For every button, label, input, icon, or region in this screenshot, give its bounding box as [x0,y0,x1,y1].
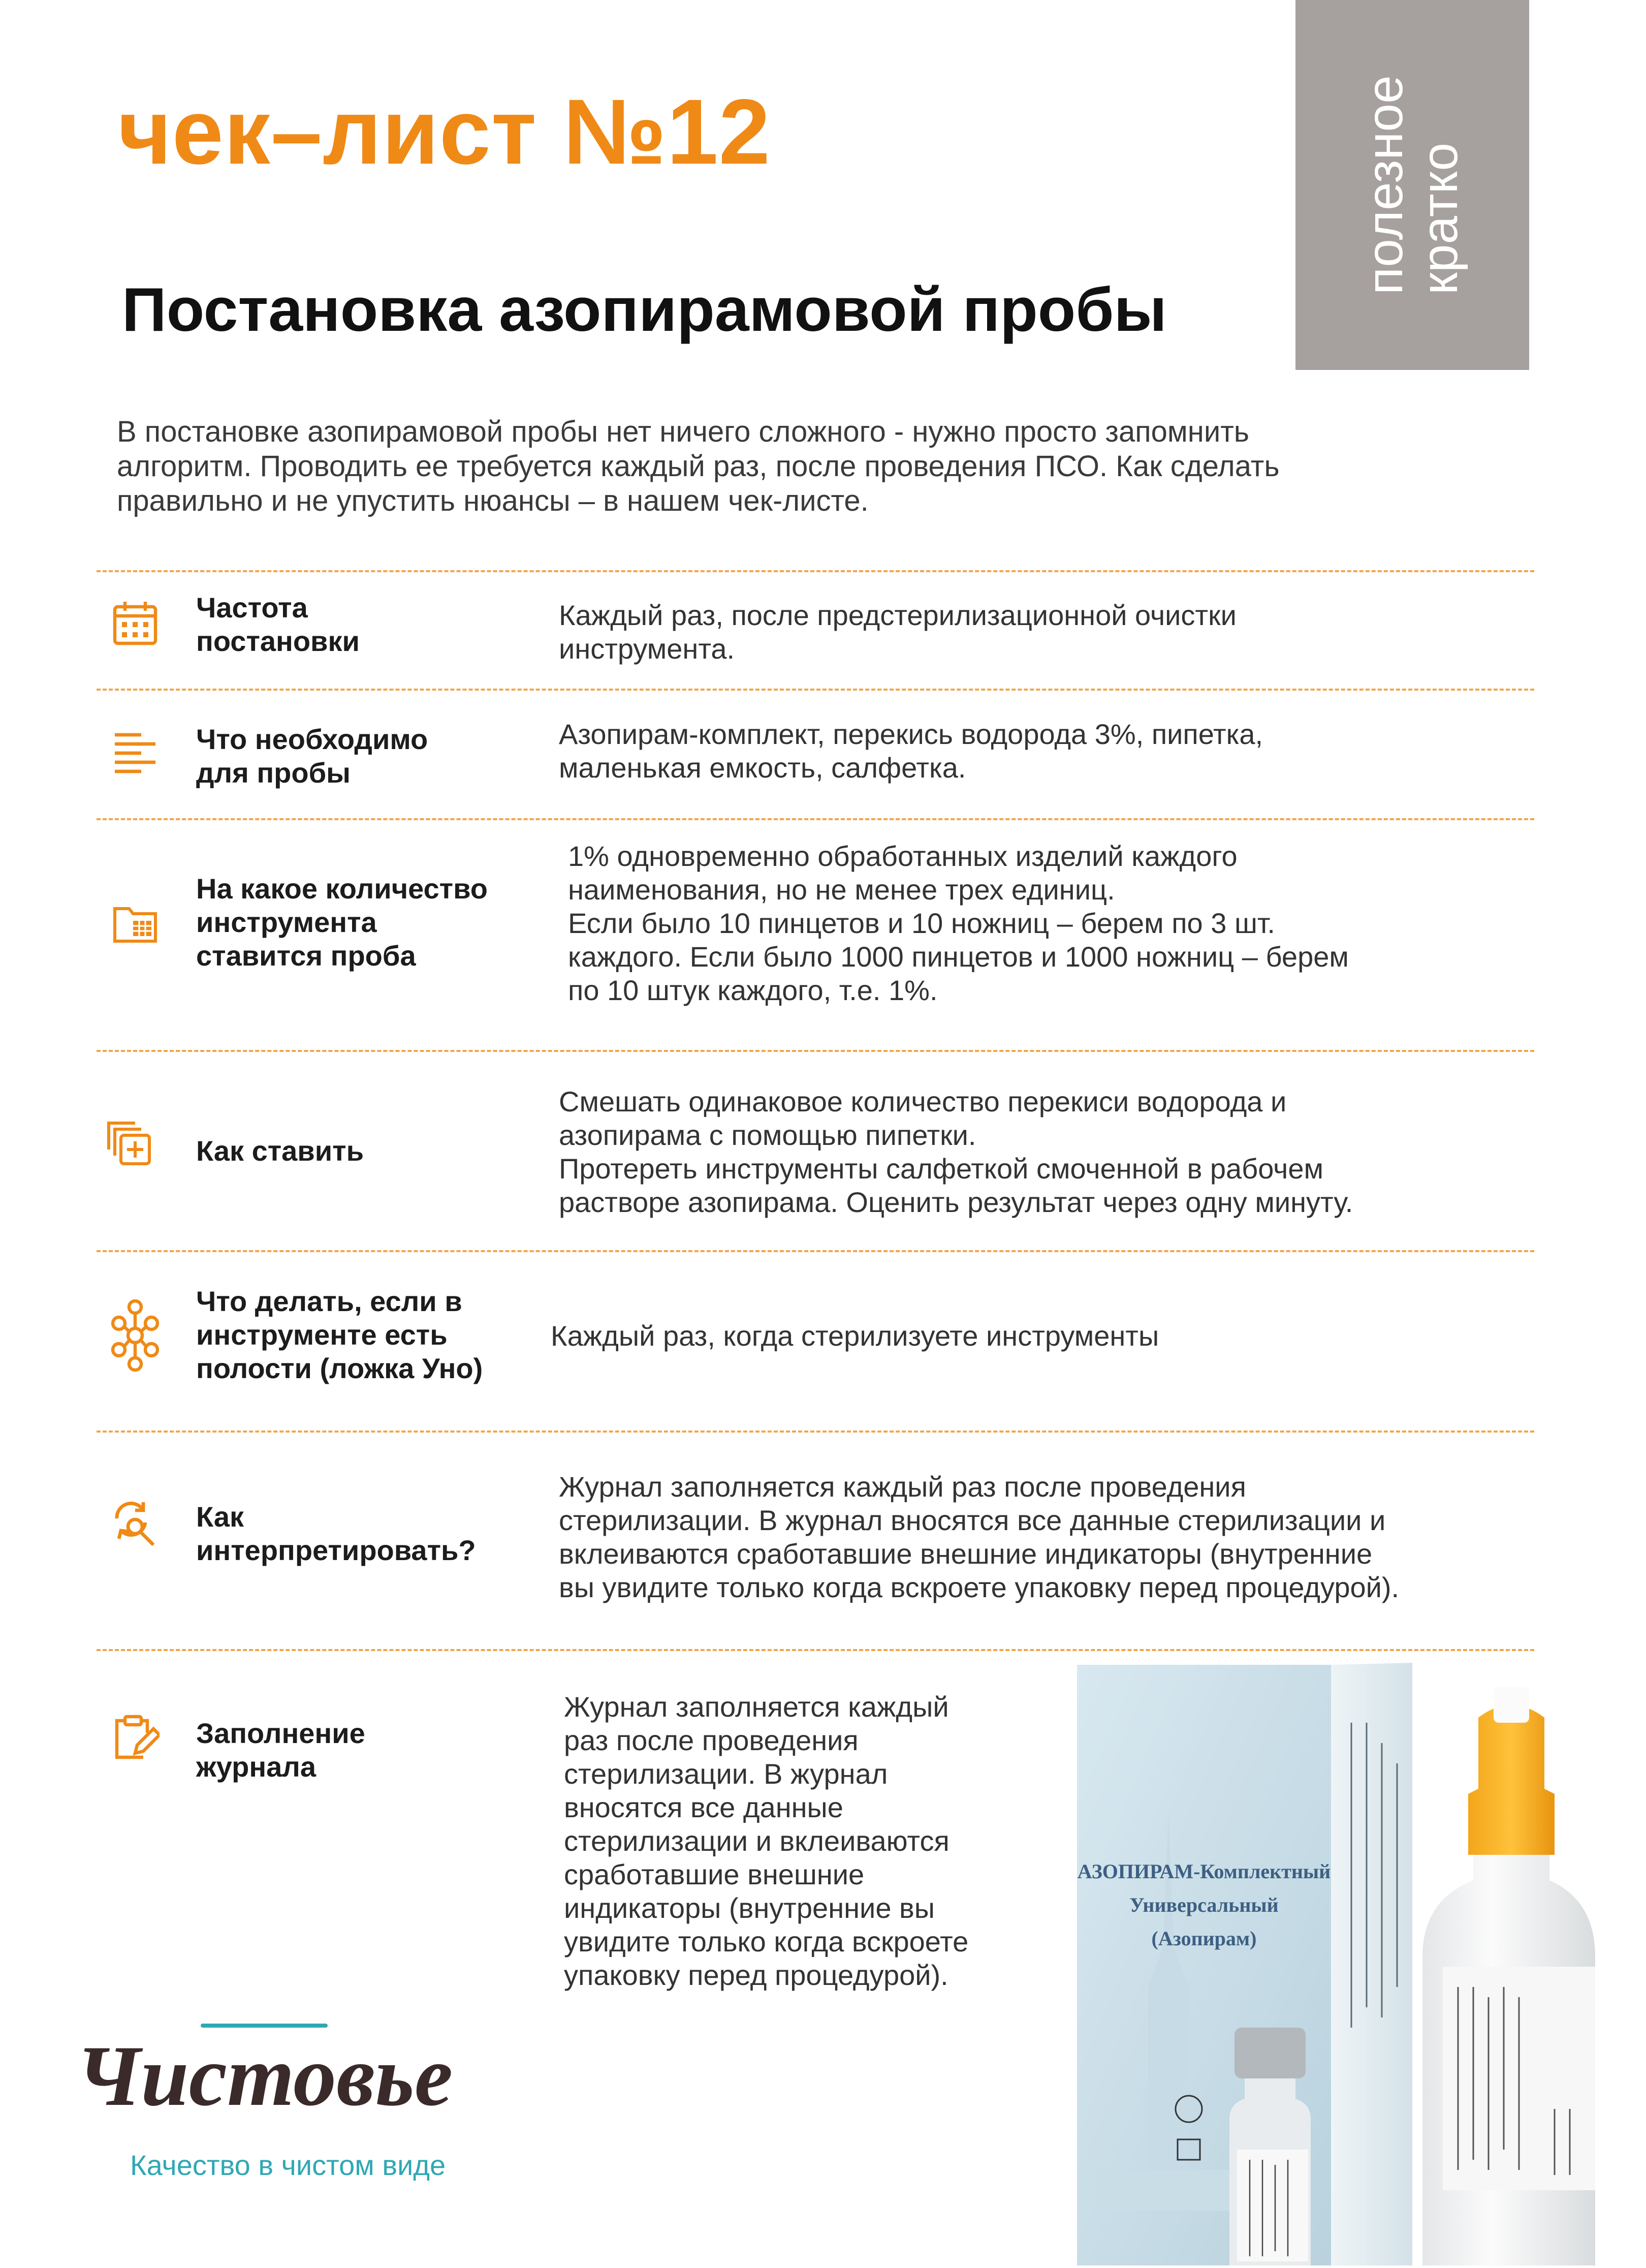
row-value-how-to: Смешать одинаковое количество перекиси водорода и азопирама с помощью пипетки. Протереть инструменты салфеткой смоченной в рабочем растворе азопирама. Оценить результат через одну минуту. [559,1085,1353,1218]
intro-line: В постановке азопирамовой пробы нет ничего сложного - нужно просто запомнить [117,415,1250,448]
clipboard-edit-icon [111,1713,160,1761]
row-value-quantity: 1% одновременно обработанных изделий каждого наименования, но не менее трех единиц. Если было 10 пинцетов и 10 ножниц – берем по 3 шт. каждого. Если было 1000 пинцетов и 1000 ножниц – берем по 10 штук каждого, т.е. 1%. [568,840,1349,1006]
row-label-quantity: На какое количество инструмента ставится проба [196,873,488,972]
row-label-cavities: Что делать, если в инструменте есть полости (ложка Уно) [196,1285,483,1384]
checklist-title: чек–лист №12 [118,80,771,183]
row-label-how-to: Как ставить [196,1135,364,1167]
logo-accent-line [201,2024,328,2028]
divider [97,1250,1534,1252]
row-value-journal: Журнал заполняется каждый раз после проведения стерилизации. В журнал вносятся все данные стерилизации и вклеиваются сработавшие внешние индикаторы (внутренние вы увидите только когда вскроете упаковку перед процедурой). [564,1691,969,1991]
divider [97,818,1534,820]
page-title: Постановка азопирамовой пробы [122,275,1167,344]
intro-line: алгоритм. Проводить ее требуется каждый раз, после проведения ПСО. Как сделать [117,450,1280,483]
divider [97,1050,1534,1052]
folder-table-icon [111,898,160,947]
search-refresh-icon [109,1498,157,1547]
row-value-interpret: Журнал заполняется каждый раз после проведения стерилизации. В журнал вносятся все данные стерилизации и вклеиваются сработавшие внешние индикаторы (внутренние вы увидите только когда вскроете упаковку перед процедурой). [559,1471,1400,1603]
row-value-requirements: Азопирам-комплект, перекись водорода 3%, пипетка, маленькая емкость, салфетка. [559,718,1263,784]
row-value-frequency: Каждый раз, после предстерилизационной очистки инструмента. [559,599,1237,665]
list-icon [111,729,160,778]
row-label-journal: Заполнение журнала [196,1717,365,1783]
row-value-cavities: Каждый раз, когда стерилизуете инструменты [551,1320,1159,1352]
add-copy-icon [105,1119,153,1168]
intro-line: правильно и не упустить нюансы – в нашем чек-листе. [117,484,869,517]
side-tab-line1: полезное [1356,75,1413,295]
side-tab-line2: кратко [1411,142,1468,295]
calendar-icon [111,599,160,647]
divider [97,1431,1534,1433]
row-label-interpret: Как интерпретировать? [196,1501,476,1566]
divider [97,689,1534,691]
intro-paragraph [117,415,1489,518]
divider [97,1649,1534,1651]
product-box-label: АЗОПИРАМ-Комплектный Универсальный (Азопирам) [1077,1860,1331,1950]
row-label-frequency: Частота постановки [196,592,360,657]
row-label-requirements: Что необходимо для пробы [196,723,428,789]
brand-tagline: Качество в чистом виде [130,2149,446,2181]
product-photo [1067,1662,1595,2265]
nodes-icon [109,1297,162,1373]
side-tab [1295,0,1529,370]
brand-logo: Чистовье [76,2028,453,2124]
divider [97,570,1534,572]
